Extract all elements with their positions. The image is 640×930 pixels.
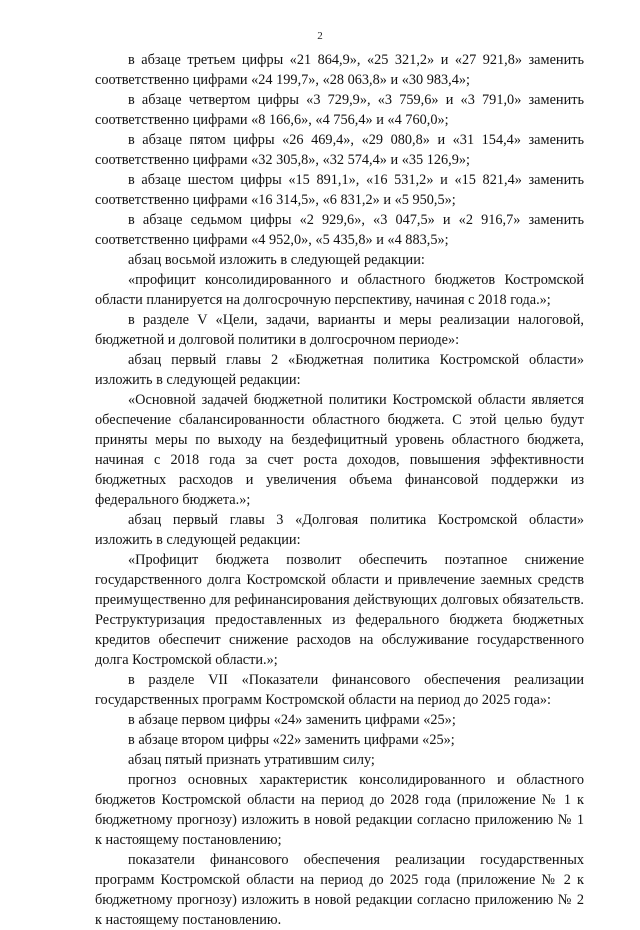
paragraph-4: в абзаце шестом цифры «15 891,1», «16 531,2» и «15 821,4» заменить соответственно цифрами «16 314,5», «6 831,2» и «5 950,5»; (95, 172, 584, 208)
paragraph-3: в абзаце пятом цифры «26 469,4», «29 080,8» и «31 154,4» заменить соответственно цифрами «32 305,8», «32 574,4» и «35 126,9»; (95, 132, 584, 168)
paragraph-1: в абзаце третьем цифры «21 864,9», «25 321,2» и «27 921,8» заменить соответственно цифрами «24 199,7», «28 063,8» и «30 983,4»; (95, 52, 584, 88)
paragraph-18: показатели финансового обеспечения реализации государственных программ Костромской области на период до 2025 года (приложение № 2 к бюджетному прогнозу) изложить в новой редакции согласно приложению № 2 к настоящему постановлению. (95, 852, 584, 928)
paragraph-2: в абзаце четвертом цифры «3 729,9», «3 759,6» и «3 791,0» заменить соответственно цифрами «8 166,6», «4 756,4» и «4 760,0»; (95, 92, 584, 128)
paragraph-6: абзац восьмой изложить в следующей редакции: (128, 252, 425, 268)
paragraph-14: в абзаце первом цифры «24» заменить цифрами «25»; (128, 712, 456, 728)
paragraph-10: «Основной задачей бюджетной политики Костромской области является обеспечение сбалансированности областного бюджета. С этой целью будут приняты меры по выходу на бездефицитный уровень областного бюджета, начиная с 2018 года за счет роста доходов, повышения эффективности бюджетных расходов и увеличения объема финансовой поддержки из федерального бюджета.»; (95, 392, 584, 508)
paragraph-7: «профицит консолидированного и областного бюджетов Костромской области планируется на долгосрочную перспективу, начиная с 2018 года.»; (95, 272, 584, 308)
paragraph-13: в разделе VII «Показатели финансового обеспечения реализации государственных программ Костромской области на период до 2025 года»: (95, 672, 584, 708)
paragraph-11: абзац первый главы 3 «Долговая политика Костромской области» изложить в следующей редакции: (95, 512, 584, 548)
paragraph-8: в разделе V «Цели, задачи, варианты и меры реализации налоговой, бюджетной и долговой политики в долгосрочном периоде»: (95, 312, 584, 348)
paragraph-17: прогноз основных характеристик консолидированного и областного бюджетов Костромской области на период до 2028 года (приложение № 1 к бюджетному прогнозу) изложить в новой редакции согласно приложению № 1 к настоящему постановлению; (95, 772, 584, 848)
paragraph-15: в абзаце втором цифры «22» заменить цифрами «25»; (128, 732, 455, 748)
document-body (95, 50, 584, 930)
paragraph-12: «Профицит бюджета позволит обеспечить поэтапное снижение государственного долга Костромской области и привлечение заемных средств преимущественно для рефинансирования действующих долговых обязательств. Реструктуризация предоставленных из федерального бюджета бюджетных кредитов обеспечит снижение расходов на обслуживание государственного долга Костромской области.»; (95, 552, 584, 668)
paragraph-5: в абзаце седьмом цифры «2 929,6», «3 047,5» и «2 916,7» заменить соответственно цифрами «4 952,0», «5 435,8» и «4 883,5»; (95, 212, 584, 248)
page-number: 2 (317, 30, 323, 42)
paragraph-9: абзац первый главы 2 «Бюджетная политика Костромской области» изложить в следующей редакции: (95, 352, 584, 388)
paragraph-16: абзац пятый признать утратившим силу; (128, 752, 375, 768)
